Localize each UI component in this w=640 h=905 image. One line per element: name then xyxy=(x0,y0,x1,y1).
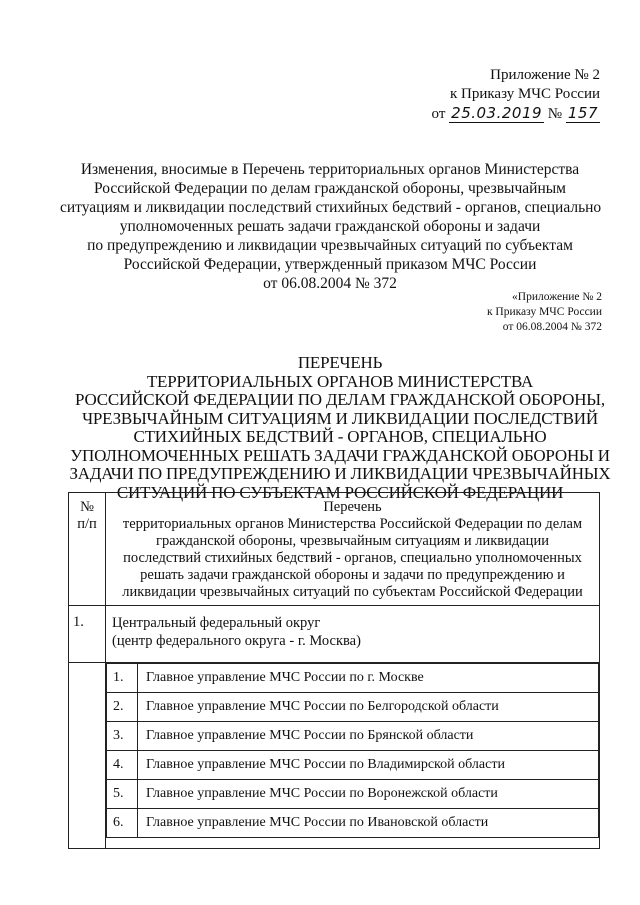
row-text: Главное управление МЧС России по г. Москве xyxy=(138,664,599,693)
header-num-sign: № xyxy=(80,499,94,515)
row-num: 1. xyxy=(107,664,138,693)
header-text-line: решать задачи гражданской обороны и задачи по предупреждению и xyxy=(140,567,565,583)
row-text: Главное управление МЧС России по Брянской области xyxy=(138,722,599,751)
list-title-line: СТИХИЙНЫХ БЕДСТВИЙ - ОРГАНОВ, СПЕЦИАЛЬНО xyxy=(133,427,547,446)
changes-title-line: ситуациям и ликвидации последствий стихийных бедствий - органов, специально xyxy=(60,199,602,216)
district-num: 1. xyxy=(69,606,106,663)
row-text: Главное управление МЧС России по Ивановской области xyxy=(138,809,599,838)
header-text-line: гражданской обороны, чрезвычайным ситуациям и ликвидации xyxy=(156,533,549,549)
row-num: 3. xyxy=(107,722,138,751)
table-row xyxy=(107,693,599,722)
appendix-order-ref: к Приказу МЧС России xyxy=(449,86,600,102)
row-num: 6. xyxy=(107,809,138,838)
row-num: 5. xyxy=(107,780,138,809)
header-text-cell xyxy=(106,493,600,606)
changes-title-line: от 06.08.2004 № 372 xyxy=(263,275,397,292)
list-title-line: СИТУАЦИЙ ПО СУБЪЕКТАМ РОССИЙСКОЙ ФЕДЕРАЦИИ xyxy=(116,482,564,502)
appendix-number: 157 xyxy=(567,104,598,122)
changes-title-line: Российской Федерации, утвержденный приказом МЧС России xyxy=(123,256,537,273)
list-title-line: ЗАДАЧИ ПО ПРЕДУПРЕЖДЕНИЮ И ЛИКВИДАЦИИ ЧРЕЗВЫЧАЙНЫХ xyxy=(69,464,611,483)
prev-appendix-line: «Приложение № 2 xyxy=(512,291,602,303)
changes-title xyxy=(60,160,600,293)
subtable-gutter xyxy=(69,663,106,849)
list-title-line: ЧРЕЗВЫЧАЙНЫМ СИТУАЦИЯМ И ЛИКВИДАЦИИ ПОСЛЕДСТВИЙ xyxy=(82,408,598,428)
table-header-row xyxy=(69,493,600,606)
list-title-line: ПЕРЕЧЕНЬ xyxy=(297,353,383,372)
appendix-no-sign: № xyxy=(547,106,563,122)
changes-title-line: Российской Федерации по делам гражданской обороны, чрезвычайным xyxy=(94,180,566,197)
subtable-row xyxy=(69,663,600,849)
regional-offices-table xyxy=(106,663,599,838)
list-title-line: УПОЛНОМОЧЕННЫХ РЕШАТЬ ЗАДАЧИ ГРАЖДАНСКОЙ ОБОРОНЫ И xyxy=(70,445,610,465)
list-title-line: ТЕРРИТОРИАЛЬНЫХ ОРГАНОВ МИНИСТЕРСТВА xyxy=(146,371,534,391)
organs-table xyxy=(68,492,600,849)
district-name: Центральный федеральный округ xyxy=(112,615,321,631)
appendix-label: Приложение № 2 xyxy=(490,67,600,83)
prev-appendix-line: от 06.08.2004 № 372 xyxy=(502,321,602,333)
table-row xyxy=(107,722,599,751)
header-num-cell xyxy=(69,493,106,606)
table-row xyxy=(107,664,599,693)
header-text-line: Перечень xyxy=(323,499,382,515)
list-title xyxy=(60,354,620,502)
changes-title-line: по предупреждению и ликвидации чрезвычайных ситуаций по субъектам xyxy=(87,237,573,254)
appendix-header xyxy=(300,66,600,124)
row-num: 2. xyxy=(107,693,138,722)
district-center: (центр федерального округа - г. Москва) xyxy=(112,633,361,649)
district-row xyxy=(69,606,600,663)
changes-title-line: уполномоченных решать задачи гражданской обороны и задачи xyxy=(119,218,541,235)
table-row xyxy=(107,809,599,838)
header-text-line: ликвидации чрезвычайных ситуаций по субъектам Российской Федерации xyxy=(122,584,583,600)
row-text: Главное управление МЧС России по Белгородской области xyxy=(138,693,599,722)
header-text-line: территориальных органов Министерства Российской Федерации по делам xyxy=(122,516,583,532)
header-num-abbrev: п/п xyxy=(77,516,97,532)
row-text: Главное управление МЧС России по Владимирской области xyxy=(138,751,599,780)
header-text-line: последствий стихийных бедствий - органов, специально уполномоченных xyxy=(123,550,582,566)
list-title-line: РОССИЙСКОЙ ФЕДЕРАЦИИ ПО ДЕЛАМ ГРАЖДАНСКОЙ ОБОРОНЫ, xyxy=(75,390,605,409)
appendix-order-date-line xyxy=(300,104,600,124)
subtable-cell xyxy=(106,663,600,849)
table-row xyxy=(107,751,599,780)
previous-appendix-ref xyxy=(487,290,602,335)
prev-appendix-line: к Приказу МЧС России xyxy=(486,306,602,318)
changes-title-line: Изменения, вносимые в Перечень территориальных органов Министерства xyxy=(80,161,580,178)
table-row xyxy=(107,780,599,809)
row-text: Главное управление МЧС России по Воронежской области xyxy=(138,780,599,809)
district-cell xyxy=(106,606,600,663)
appendix-date: 25.03.2019 xyxy=(451,104,543,122)
row-num: 4. xyxy=(107,751,138,780)
appendix-prefix: от xyxy=(431,106,446,122)
